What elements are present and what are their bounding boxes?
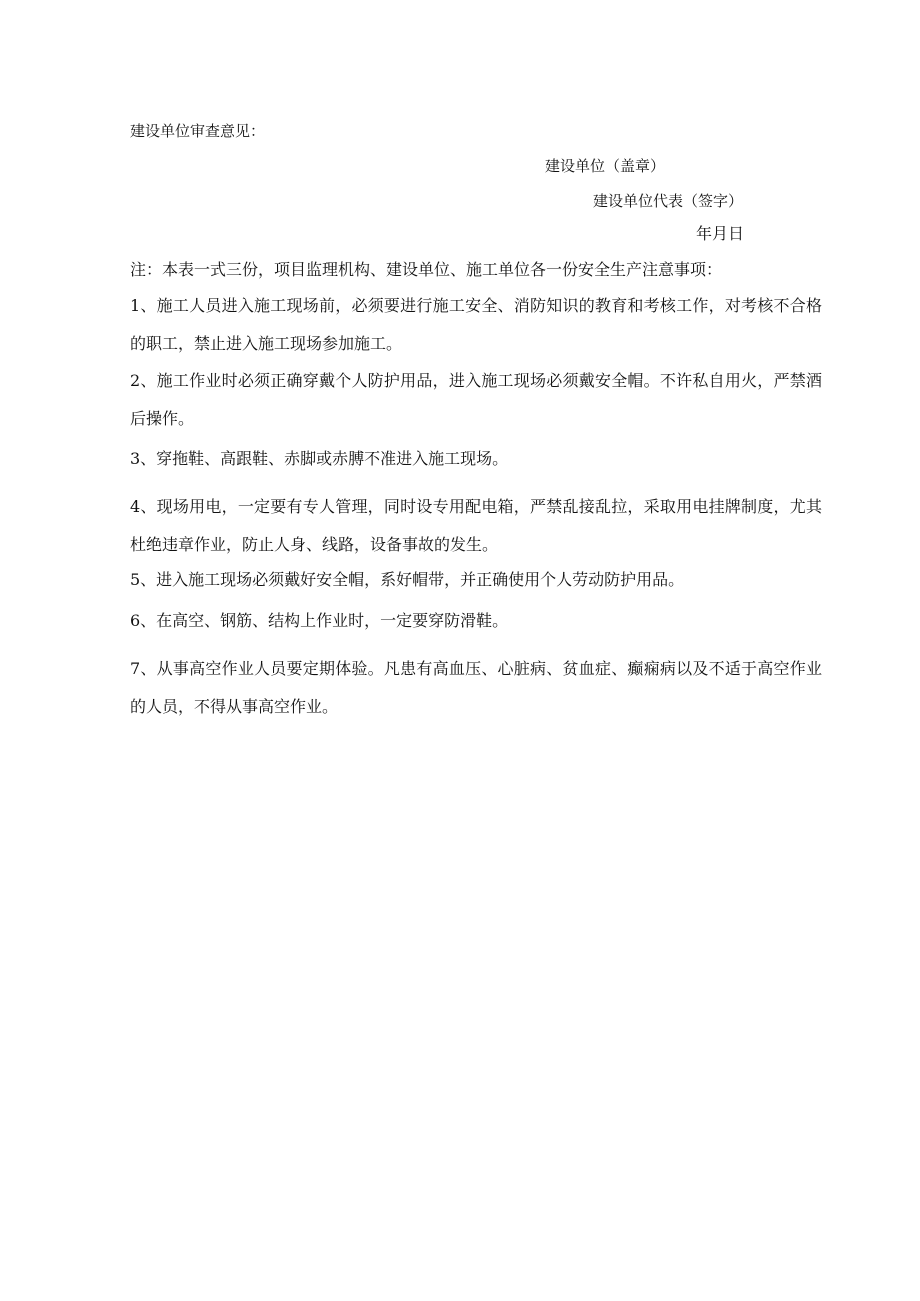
- safety-note-item: 2、施工作业时必须正确穿戴个人防护用品，进入施工现场必须戴安全帽。不许私自用火，严禁酒后操作。: [130, 371, 822, 428]
- notes-intro: 注：本表一式三份，项目监理机构、建设单位、施工单位各一份安全生产注意事项：: [130, 260, 723, 279]
- safety-note-item: 5、进入施工现场必须戴好安全帽，系好帽带，并正确使用个人劳动防护用品。: [130, 570, 685, 589]
- safety-note-item: 4、现场用电，一定要有专人管理，同时设专用配电箱，严禁乱接乱拉，采取用电挂牌制度，尤其杜绝违章作业，防止人身、线路，设备事故的发生。: [130, 497, 822, 554]
- review-opinion-label: 建设单位审查意见：: [130, 122, 266, 140]
- representative-signature-label: 建设单位代表（签字）: [593, 192, 744, 210]
- signature-date-label: 年月日: [696, 224, 745, 243]
- safety-note-item: 7、从事高空作业人员要定期体验。凡患有高血压、心脏病、贫血症、癫痫病以及不适于高空作业的人员，不得从事高空作业。: [130, 659, 822, 716]
- safety-note-item: 3、穿拖鞋、高跟鞋、赤脚或赤膊不准进入施工现场。: [130, 449, 509, 468]
- safety-note-item: 6、在高空、钢筋、结构上作业时，一定要穿防滑鞋。: [130, 611, 509, 630]
- safety-note-item: 1、施工人员进入施工现场前，必须要进行施工安全、消防知识的教育和考核工作，对考核不合格的职工，禁止进入施工现场参加施工。: [130, 296, 822, 353]
- unit-seal-label: 建设单位（盖章）: [545, 157, 666, 175]
